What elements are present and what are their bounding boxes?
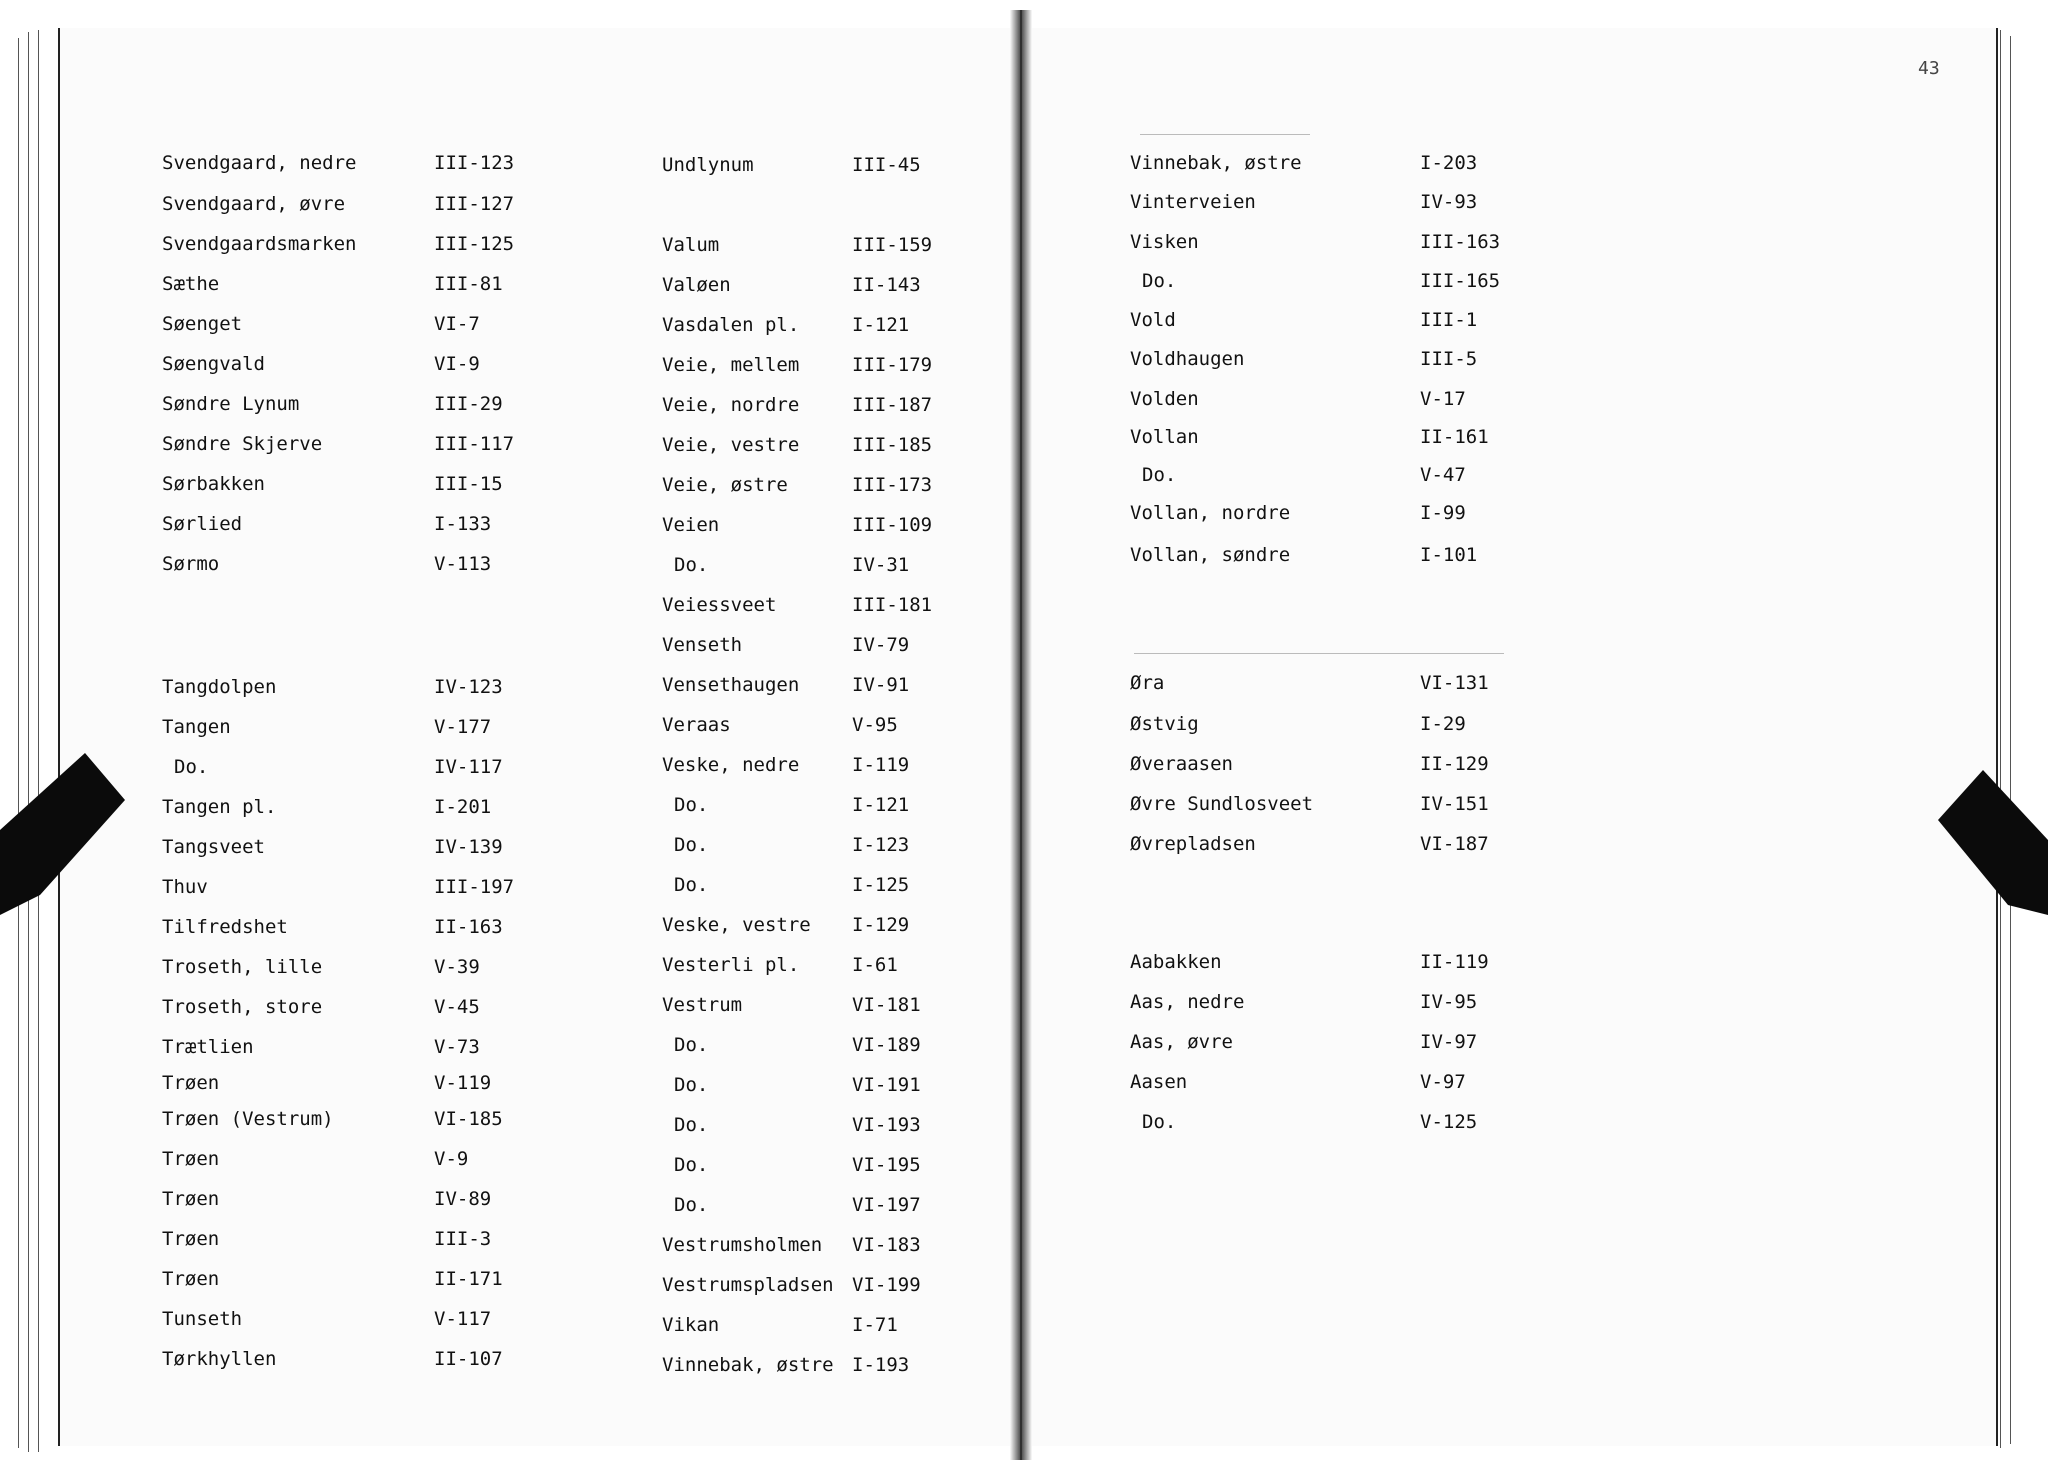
volume-page-reference: V-117 bbox=[434, 1308, 492, 1330]
index-entry bbox=[162, 712, 544, 742]
place-name: Do. bbox=[1142, 270, 1177, 292]
index-entry bbox=[1130, 148, 1530, 178]
place-name: Aas, øvre bbox=[1130, 1031, 1233, 1053]
index-entry bbox=[1130, 540, 1530, 570]
volume-page-reference: III-5 bbox=[1420, 348, 1478, 370]
divider-line bbox=[1134, 653, 1504, 654]
index-entry bbox=[662, 150, 962, 180]
page-edge-left bbox=[38, 30, 45, 1452]
volume-page-reference: II-161 bbox=[1420, 426, 1489, 448]
page-edge-right bbox=[2010, 36, 2017, 1444]
volume-page-reference: III-81 bbox=[434, 273, 503, 295]
index-entry bbox=[662, 1190, 962, 1220]
index-entry bbox=[162, 792, 544, 822]
volume-page-reference: III-179 bbox=[852, 354, 933, 376]
volume-page-reference: VI-9 bbox=[434, 353, 480, 375]
volume-page-reference: IV-89 bbox=[434, 1188, 492, 1210]
index-entry bbox=[662, 710, 962, 740]
holding-strap-right bbox=[1938, 765, 2048, 925]
index-entry bbox=[662, 630, 962, 660]
volume-page-reference: III-185 bbox=[852, 434, 933, 456]
place-name: Svendgaard, nedre bbox=[162, 152, 357, 174]
index-entry bbox=[162, 832, 544, 862]
place-name: Vollan bbox=[1130, 426, 1199, 448]
index-entry bbox=[1130, 460, 1530, 490]
index-entry bbox=[662, 910, 962, 940]
place-name: Tunseth bbox=[162, 1308, 243, 1330]
place-name: Veien bbox=[662, 514, 720, 536]
volume-page-reference: IV-151 bbox=[1420, 793, 1489, 815]
volume-page-reference: III-181 bbox=[852, 594, 933, 616]
volume-page-reference: II-119 bbox=[1420, 951, 1489, 973]
index-entry bbox=[162, 469, 544, 499]
volume-page-reference: VI-193 bbox=[852, 1114, 921, 1136]
volume-page-reference: I-201 bbox=[434, 796, 492, 818]
index-entry bbox=[662, 1230, 962, 1260]
volume-page-reference: VI-183 bbox=[852, 1234, 921, 1256]
volume-page-reference: III-1 bbox=[1420, 309, 1478, 331]
index-entry bbox=[162, 1184, 544, 1214]
index-entry bbox=[1130, 947, 1530, 977]
index-entry bbox=[162, 309, 544, 339]
index-entry bbox=[662, 870, 962, 900]
volume-page-reference: I-119 bbox=[852, 754, 910, 776]
volume-page-reference: III-45 bbox=[852, 154, 921, 176]
volume-page-reference: I-99 bbox=[1420, 502, 1466, 524]
index-entry bbox=[1130, 1107, 1530, 1137]
volume-page-reference: III-15 bbox=[434, 473, 503, 495]
place-name: Vestrumsholmen bbox=[662, 1234, 823, 1256]
place-name: Tilfredshet bbox=[162, 916, 288, 938]
place-name: Trøen bbox=[162, 1072, 220, 1094]
place-name: Do. bbox=[674, 794, 709, 816]
place-name: Trøen bbox=[162, 1268, 220, 1290]
volume-page-reference: II-171 bbox=[434, 1268, 503, 1290]
index-entry bbox=[1130, 709, 1530, 739]
place-name: Volden bbox=[1130, 388, 1199, 410]
place-name: Do. bbox=[674, 834, 709, 856]
volume-page-reference: V-39 bbox=[434, 956, 480, 978]
volume-page-reference: I-203 bbox=[1420, 152, 1478, 174]
index-entry bbox=[162, 1304, 544, 1334]
volume-page-reference: I-61 bbox=[852, 954, 898, 976]
volume-page-reference: IV-31 bbox=[852, 554, 910, 576]
index-entry bbox=[662, 790, 962, 820]
volume-page-reference: VI-131 bbox=[1420, 672, 1489, 694]
index-entry bbox=[662, 990, 962, 1020]
place-name: Vestrum bbox=[662, 994, 743, 1016]
index-entry bbox=[162, 1264, 544, 1294]
volume-page-reference: I-133 bbox=[434, 513, 492, 535]
place-name: Øvre Sundlosveet bbox=[1130, 793, 1314, 815]
place-name: Sæthe bbox=[162, 273, 220, 295]
index-entry bbox=[662, 1270, 962, 1300]
index-entry bbox=[662, 350, 962, 380]
volume-page-reference: VI-199 bbox=[852, 1274, 921, 1296]
place-name: Østvig bbox=[1130, 713, 1199, 735]
index-entry bbox=[162, 509, 544, 539]
index-entry bbox=[662, 1070, 962, 1100]
place-name: Vollan, nordre bbox=[1130, 502, 1291, 524]
volume-page-reference: V-125 bbox=[1420, 1111, 1478, 1133]
place-name: Aasen bbox=[1130, 1071, 1188, 1093]
index-entry bbox=[1130, 1067, 1530, 1097]
volume-page-reference: IV-97 bbox=[1420, 1031, 1478, 1053]
place-name: Valum bbox=[662, 234, 720, 256]
volume-page-reference: I-71 bbox=[852, 1314, 898, 1336]
volume-page-reference: III-165 bbox=[1420, 270, 1501, 292]
place-name: Troseth, store bbox=[162, 996, 323, 1018]
place-name: Do. bbox=[1142, 464, 1177, 486]
volume-page-reference: I-129 bbox=[852, 914, 910, 936]
index-entry bbox=[662, 950, 962, 980]
index-entry bbox=[162, 952, 544, 982]
page-edge-left bbox=[28, 32, 35, 1452]
place-name: Do. bbox=[674, 1114, 709, 1136]
index-entry bbox=[162, 1032, 544, 1062]
index-entry bbox=[162, 1144, 544, 1174]
index-entry bbox=[162, 269, 544, 299]
volume-page-reference: III-125 bbox=[434, 233, 515, 255]
volume-page-reference: VI-185 bbox=[434, 1108, 503, 1130]
volume-page-reference: IV-117 bbox=[434, 756, 503, 778]
volume-page-reference: VI-189 bbox=[852, 1034, 921, 1056]
index-entry bbox=[662, 550, 962, 580]
place-name: Trøen (Vestrum) bbox=[162, 1108, 334, 1130]
index-entry bbox=[162, 1068, 544, 1098]
place-name: Do. bbox=[674, 1154, 709, 1176]
index-entry bbox=[162, 1104, 544, 1134]
place-name: Søndre Skjerve bbox=[162, 433, 323, 455]
place-name: Veie, nordre bbox=[662, 394, 800, 416]
place-name: Trøen bbox=[162, 1228, 220, 1250]
place-name: Valøen bbox=[662, 274, 731, 296]
place-name: Veske, nedre bbox=[662, 754, 800, 776]
index-entry bbox=[162, 148, 544, 178]
place-name: Øveraasen bbox=[1130, 753, 1233, 775]
index-entry bbox=[662, 1030, 962, 1060]
index-entry bbox=[162, 992, 544, 1022]
volume-page-reference: IV-93 bbox=[1420, 191, 1478, 213]
place-name: Søndre Lynum bbox=[162, 393, 300, 415]
place-name: Sørlied bbox=[162, 513, 243, 535]
place-name: Vinnebak, østre bbox=[662, 1354, 834, 1376]
index-entry bbox=[162, 229, 544, 259]
index-entry bbox=[662, 430, 962, 460]
volume-page-reference: V-9 bbox=[434, 1148, 469, 1170]
volume-page-reference: VI-191 bbox=[852, 1074, 921, 1096]
index-entry bbox=[662, 470, 962, 500]
place-name: Do. bbox=[674, 1074, 709, 1096]
volume-page-reference: V-113 bbox=[434, 553, 492, 575]
volume-page-reference: III-173 bbox=[852, 474, 933, 496]
index-entry bbox=[1130, 668, 1530, 698]
volume-page-reference: IV-123 bbox=[434, 676, 503, 698]
volume-page-reference: VI-195 bbox=[852, 1154, 921, 1176]
volume-page-reference: III-3 bbox=[434, 1228, 492, 1250]
place-name: Sørmo bbox=[162, 553, 220, 575]
index-entry bbox=[1130, 227, 1530, 257]
volume-page-reference: III-197 bbox=[434, 876, 515, 898]
place-name: Tangen pl. bbox=[162, 796, 277, 818]
index-entry bbox=[1130, 344, 1530, 374]
place-name: Do. bbox=[674, 554, 709, 576]
place-name: Veie, vestre bbox=[662, 434, 800, 456]
place-name: Vold bbox=[1130, 309, 1176, 331]
place-name: Trøen bbox=[162, 1148, 220, 1170]
volume-page-reference: III-117 bbox=[434, 433, 515, 455]
place-name: Tangen bbox=[162, 716, 231, 738]
index-entry bbox=[662, 750, 962, 780]
volume-page-reference: V-17 bbox=[1420, 388, 1466, 410]
volume-page-reference: IV-95 bbox=[1420, 991, 1478, 1013]
place-name: Veie, østre bbox=[662, 474, 788, 496]
place-name: Vollan, søndre bbox=[1130, 544, 1291, 566]
index-entry bbox=[662, 670, 962, 700]
place-name: Svendgaard, øvre bbox=[162, 193, 346, 215]
place-name: Do. bbox=[674, 1194, 709, 1216]
volume-page-reference: VI-187 bbox=[1420, 833, 1489, 855]
volume-page-reference: V-45 bbox=[434, 996, 480, 1018]
place-name: Veiessveet bbox=[662, 594, 777, 616]
place-name: Øvrepladsen bbox=[1130, 833, 1256, 855]
index-entry bbox=[162, 389, 544, 419]
volume-page-reference: V-97 bbox=[1420, 1071, 1466, 1093]
volume-page-reference: III-187 bbox=[852, 394, 933, 416]
volume-page-reference: II-163 bbox=[434, 916, 503, 938]
page-edge-left bbox=[18, 38, 25, 1448]
place-name: Veske, vestre bbox=[662, 914, 811, 936]
volume-page-reference: III-127 bbox=[434, 193, 515, 215]
index-entry bbox=[162, 872, 544, 902]
volume-page-reference: I-29 bbox=[1420, 713, 1466, 735]
book-spine bbox=[1010, 10, 1032, 1460]
place-name: Thuv bbox=[162, 876, 208, 898]
volume-page-reference: V-119 bbox=[434, 1072, 492, 1094]
volume-page-reference: V-95 bbox=[852, 714, 898, 736]
index-entry bbox=[162, 349, 544, 379]
place-name: Vesterli pl. bbox=[662, 954, 800, 976]
place-name: Venseth bbox=[662, 634, 743, 656]
volume-page-reference: V-177 bbox=[434, 716, 492, 738]
place-name: Do. bbox=[1142, 1111, 1177, 1133]
volume-page-reference: I-121 bbox=[852, 794, 910, 816]
index-entry bbox=[1130, 498, 1530, 528]
index-entry bbox=[1130, 789, 1530, 819]
place-name: Søenget bbox=[162, 313, 243, 335]
place-name: Sørbakken bbox=[162, 473, 265, 495]
place-name: Vensethaugen bbox=[662, 674, 800, 696]
place-name: Trøen bbox=[162, 1188, 220, 1210]
index-entry bbox=[162, 672, 544, 702]
place-name: Vasdalen pl. bbox=[662, 314, 800, 336]
volume-page-reference: IV-91 bbox=[852, 674, 910, 696]
place-name: Svendgaardsmarken bbox=[162, 233, 357, 255]
place-name: Vinterveien bbox=[1130, 191, 1256, 213]
index-entry bbox=[662, 270, 962, 300]
index-entry bbox=[1130, 829, 1530, 859]
volume-page-reference: III-123 bbox=[434, 152, 515, 174]
index-entry bbox=[162, 549, 544, 579]
page-number: 43 bbox=[1918, 58, 1940, 79]
index-entry bbox=[162, 752, 544, 782]
place-name: Aas, nedre bbox=[1130, 991, 1245, 1013]
place-name: Voldhaugen bbox=[1130, 348, 1245, 370]
index-entry bbox=[662, 310, 962, 340]
index-entry bbox=[1130, 749, 1530, 779]
place-name: Aabakken bbox=[1130, 951, 1222, 973]
volume-page-reference: VI-7 bbox=[434, 313, 480, 335]
volume-page-reference: II-129 bbox=[1420, 753, 1489, 775]
volume-page-reference: I-101 bbox=[1420, 544, 1478, 566]
index-entry bbox=[162, 189, 544, 219]
volume-page-reference: I-121 bbox=[852, 314, 910, 336]
index-entry bbox=[662, 1310, 962, 1340]
index-entry bbox=[162, 429, 544, 459]
place-name: Tangdolpen bbox=[162, 676, 277, 698]
volume-page-reference: I-193 bbox=[852, 1354, 910, 1376]
divider-line bbox=[1140, 134, 1310, 135]
index-entry bbox=[162, 1224, 544, 1254]
volume-page-reference: V-47 bbox=[1420, 464, 1466, 486]
place-name: Trætlien bbox=[162, 1036, 254, 1058]
place-name: Vikan bbox=[662, 1314, 720, 1336]
volume-page-reference: VI-181 bbox=[852, 994, 921, 1016]
volume-page-reference: IV-139 bbox=[434, 836, 503, 858]
place-name: Vinnebak, østre bbox=[1130, 152, 1302, 174]
place-name: Søengvald bbox=[162, 353, 265, 375]
volume-page-reference: III-29 bbox=[434, 393, 503, 415]
volume-page-reference: IV-79 bbox=[852, 634, 910, 656]
volume-page-reference: V-73 bbox=[434, 1036, 480, 1058]
index-entry bbox=[662, 1110, 962, 1140]
index-entry bbox=[162, 1344, 544, 1374]
place-name: Veie, mellem bbox=[662, 354, 800, 376]
place-name: Do. bbox=[174, 756, 209, 778]
volume-page-reference: III-163 bbox=[1420, 231, 1501, 253]
index-entry bbox=[1130, 987, 1530, 1017]
index-entry bbox=[662, 830, 962, 860]
volume-page-reference: I-125 bbox=[852, 874, 910, 896]
place-name: Do. bbox=[674, 874, 709, 896]
place-name: Tørkhyllen bbox=[162, 1348, 277, 1370]
place-name: Undlynum bbox=[662, 154, 754, 176]
place-name: Veraas bbox=[662, 714, 731, 736]
volume-page-reference: III-159 bbox=[852, 234, 933, 256]
index-entry bbox=[662, 230, 962, 260]
volume-page-reference: III-109 bbox=[852, 514, 933, 536]
index-entry bbox=[1130, 305, 1530, 335]
index-entry bbox=[662, 390, 962, 420]
place-name: Troseth, lille bbox=[162, 956, 323, 978]
index-entry bbox=[1130, 266, 1530, 296]
page-edge-right bbox=[2000, 30, 2007, 1448]
index-entry bbox=[162, 912, 544, 942]
place-name: Visken bbox=[1130, 231, 1199, 253]
index-entry bbox=[1130, 384, 1530, 414]
index-entry bbox=[662, 510, 962, 540]
place-name: Øra bbox=[1130, 672, 1165, 694]
index-entry bbox=[662, 590, 962, 620]
volume-page-reference: II-107 bbox=[434, 1348, 503, 1370]
volume-page-reference: II-143 bbox=[852, 274, 921, 296]
place-name: Do. bbox=[674, 1034, 709, 1056]
index-entry bbox=[662, 1350, 962, 1380]
index-entry bbox=[1130, 422, 1530, 452]
index-entry bbox=[1130, 1027, 1530, 1057]
holding-strap-left bbox=[0, 745, 130, 920]
index-entry bbox=[1130, 187, 1530, 217]
place-name: Vestrumspladsen bbox=[662, 1274, 834, 1296]
volume-page-reference: VI-197 bbox=[852, 1194, 921, 1216]
place-name: Tangsveet bbox=[162, 836, 265, 858]
index-entry bbox=[662, 1150, 962, 1180]
volume-page-reference: I-123 bbox=[852, 834, 910, 856]
